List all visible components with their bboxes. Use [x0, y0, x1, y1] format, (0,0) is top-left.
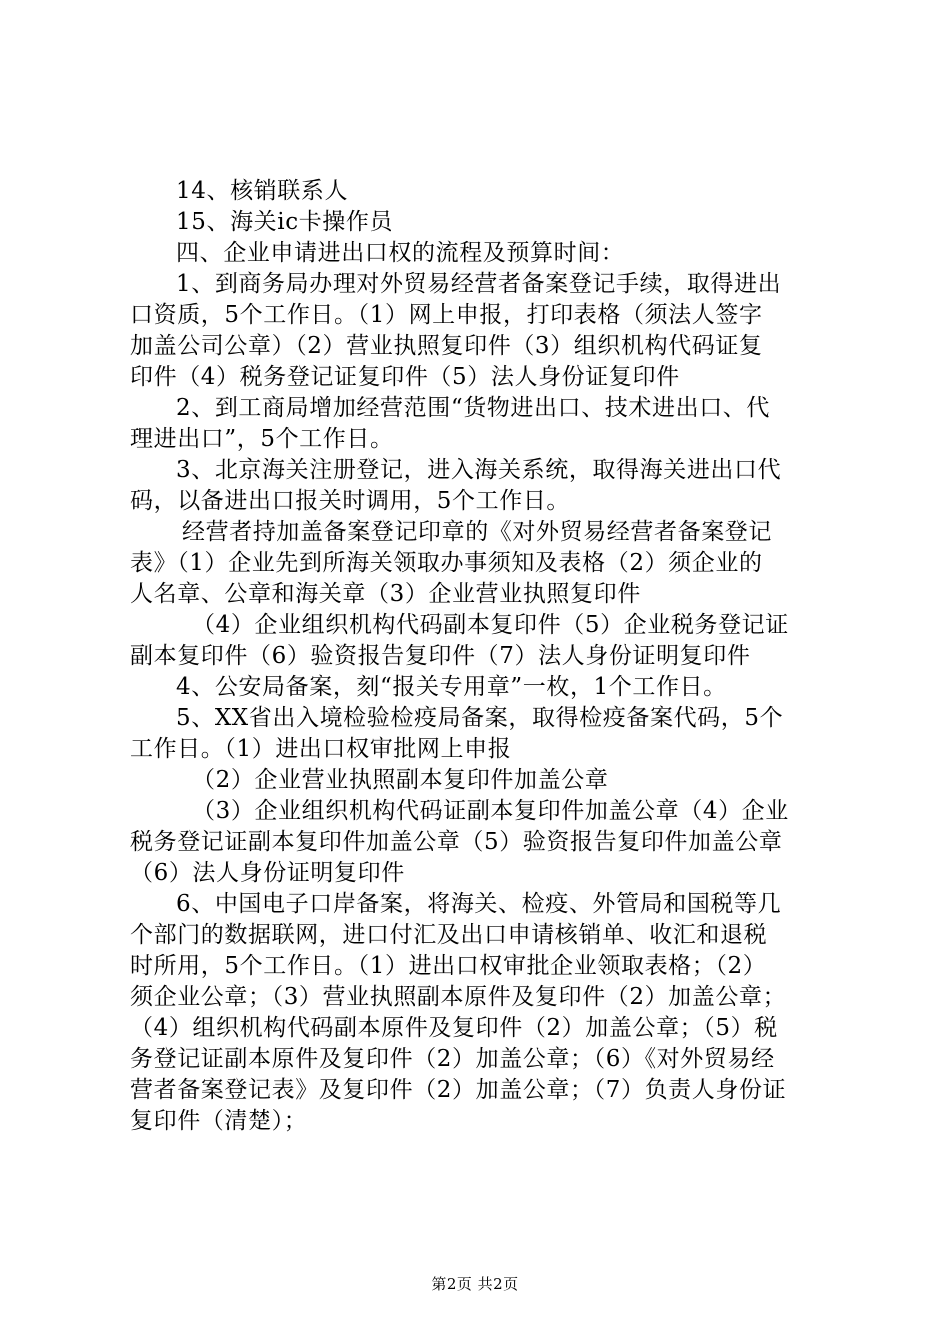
text-line: 印件（4）税务登记证复印件（5）法人身份证复印件	[130, 364, 680, 390]
text-line: （4）企业组织机构代码副本复印件（5）企业税务登记证	[192, 612, 789, 638]
text-line: 四、企业申请进出口权的流程及预算时间：	[176, 240, 625, 266]
text-line: 1、到商务局办理对外贸易经营者备案登记手续，取得进出	[176, 271, 782, 297]
text-line: 务登记证副本原件及复印件（2）加盖公章；（6）《对外贸易经	[130, 1046, 775, 1072]
text-line: 复印件（清楚）；	[130, 1108, 308, 1134]
text-line: 副本复印件（6）验资报告复印件（7）法人身份证明复印件	[130, 643, 751, 669]
text-line: （3）企业组织机构代码证副本复印件加盖公章（4）企业	[192, 798, 789, 824]
text-line: 2、到工商局增加经营范围“货物进出口、技术进出口、代	[176, 395, 770, 421]
text-line: 5、XX省出入境检验检疫局备案，取得检疫备案代码，5个	[176, 705, 784, 731]
text-line: 工作日。（1）进出口权审批网上申报	[130, 736, 512, 762]
text-line: （2）企业营业执照副本复印件加盖公章	[192, 767, 609, 793]
text-line: 须企业公章；（3）营业执照副本原件及复印件（2）加盖公章；	[130, 984, 787, 1010]
text-line: 3、北京海关注册登记，进入海关系统，取得海关进出口代	[176, 457, 782, 483]
text-line: （4）组织机构代码副本原件及复印件（2）加盖公章；（5）税	[130, 1015, 778, 1041]
text-line: 营者备案登记表》及复印件（2）加盖公章；（7）负责人身份证	[130, 1077, 787, 1103]
text-line: 加盖公司公章）（2）营业执照复印件（3）组织机构代码证复	[130, 333, 763, 359]
text-line: 表》（1）企业先到所海关领取办事须知及表格（2）须企业的	[130, 550, 763, 576]
text-line: 个部门的数据联网，进口付汇及出口申请核销单、收汇和退税	[130, 922, 768, 948]
page-footer: 第2页 共2页	[431, 1275, 519, 1293]
text-line: 码，以备进出口报关时调用，5个工作日。	[130, 488, 571, 514]
text-line: 15、海关ic卡操作员	[176, 209, 394, 235]
text-line: 口资质，5个工作日。（1）网上申报，打印表格（须法人签字	[130, 302, 763, 328]
text-line: 4、公安局备案，刻“报关专用章”一枚，1个工作日。	[176, 674, 727, 700]
text-line: （6）法人身份证明复印件	[130, 860, 405, 886]
text-line: 人名章、公章和海关章（3）企业营业执照复印件	[130, 581, 641, 607]
text-line: 14、核销联系人	[176, 178, 349, 204]
text-line: 理进出口”，5个工作日。	[130, 426, 394, 452]
text-line: 经营者持加盖备案登记印章的《对外贸易经营者备案登记	[182, 519, 772, 545]
document-body	[130, 176, 830, 1137]
text-line: 6、中国电子口岸备案，将海关、检疫、外管局和国税等几	[176, 891, 782, 917]
text-line: 税务登记证副本复印件加盖公章（5）验资报告复印件加盖公章	[130, 829, 783, 855]
text-line: 时所用，5个工作日。（1）进出口权审批企业领取表格；（2）	[130, 953, 767, 979]
